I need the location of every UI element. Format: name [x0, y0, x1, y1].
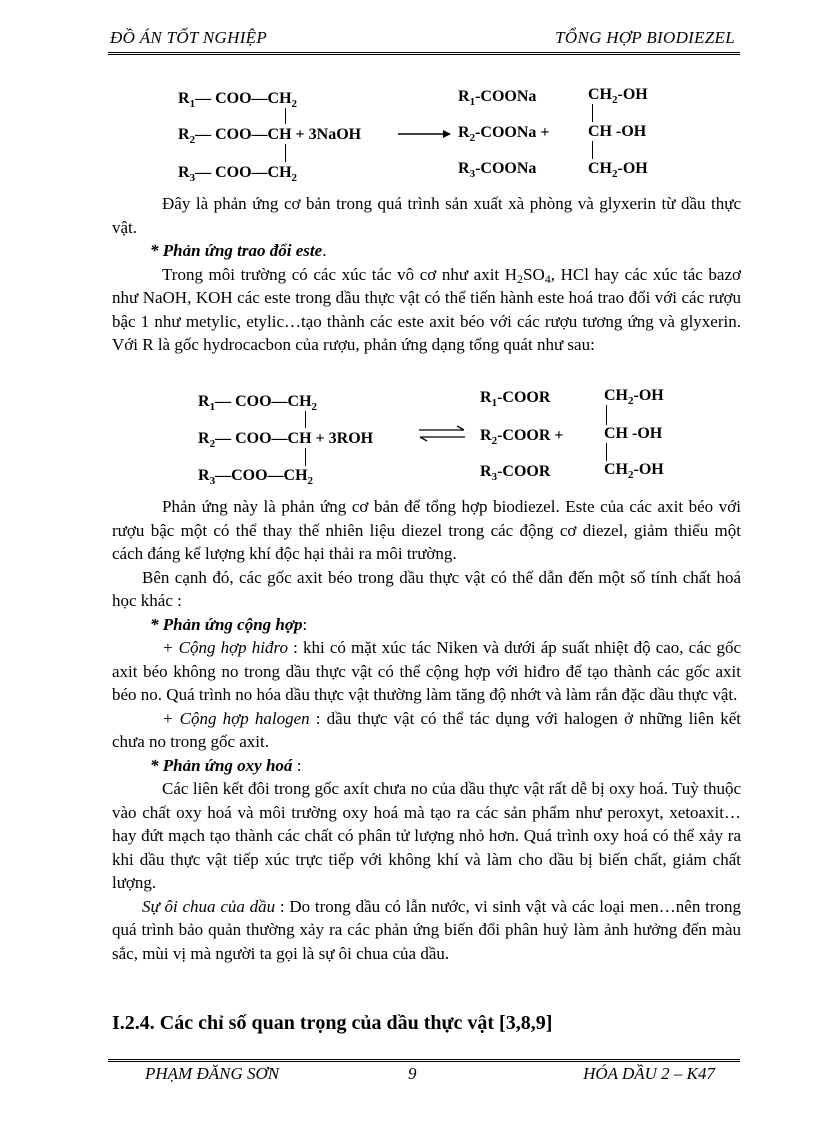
product-row-3: $R_3$-COOR — [480, 463, 551, 483]
paragraph-hydrogenation: + Cộng hợp hiđro : khi có mặt xúc tác Niken và dưới áp suất nhiệt độ cao, các gốc axit béo không no trong dầu thực vật có thể cộng hợp với hiđro để tạo thành các gốc axit béo no. Quá trình no hóa dầu thực vật thường làm tăng độ nhớt và làm rắn đặc dầu thực vật. — [112, 638, 742, 704]
page-footer — [145, 1064, 715, 1088]
section-heading: I.2.4. Các chỉ số quan trọng của dầu thực vật [3,8,9] — [112, 1012, 553, 1034]
subheading-transesterification: * Phản ứng trao đổi este. — [150, 241, 327, 260]
footer-rule — [108, 1059, 740, 1062]
subheading-oxidation: * Phản ứng oxy hoá : — [150, 755, 302, 775]
page-header — [110, 28, 735, 52]
bond-line — [606, 443, 607, 461]
reactant-row-3: $R_3—$ $COO—CH_2$ — [178, 164, 298, 184]
bond-line — [285, 144, 286, 162]
paragraph: Phản ứng này là phản ứng cơ bản để tổng hợp biodiezel. Este của các axit béo với rượu bậc một có thể thay thế nhiên liệu diezel trong các động cơ diezel, giảm thiểu một cách đáng kể lượng khí độc hại thải ra môi trường. — [112, 497, 741, 563]
reactant-row-1: $R_1—$ $COO—CH_2$ — [178, 90, 298, 110]
bond-line — [606, 405, 607, 425]
bond-line — [305, 448, 306, 466]
header-right: TỔNG HỢP BIODIEZEL — [555, 28, 735, 47]
subheading-addition: * Phản ứng cộng hợp: — [150, 614, 308, 634]
product-row-3: $R_3$-COONa — [458, 160, 537, 180]
bond-line — [592, 104, 593, 122]
page-number: 9 — [408, 1064, 417, 1083]
bond-line — [305, 411, 306, 428]
header-left: ĐỒ ÁN TỐT NGHIỆP — [110, 28, 268, 47]
paragraph: Các liên kết đôi trong gốc axít chưa no của dầu thực vật rất dễ bị oxy hoá. Tuỳ thuộc vào chất oxy hoá và môi trường oxy hoá mà tạo ra các sản phẩm như peroxyt, xetoaxit…hay đứt mạch tạo thành các chất có phân tử lượng nhỏ hơn. Quá trình oxy hoá có thể xảy ra khi dầu thực vật tiếp xúc trực tiếp với không khí và làm cho dầu bị biến chất, giảm chất lượng. — [112, 779, 741, 892]
text-block-1 — [112, 192, 741, 357]
glycerol-row-1: $CH_2-OH$ — [604, 387, 664, 407]
bond-line — [592, 141, 593, 159]
glycerol-row-2: CH -OH — [604, 425, 663, 442]
product-row-2: $R_2$-COOR + — [480, 427, 564, 447]
paragraph: Đây là phản ứng cơ bản trong quá trình sản xuất xà phòng và glyxerin từ dầu thực vật. — [112, 194, 741, 237]
reactant-row-3: $R_3—COO—CH_2$ — [198, 467, 314, 487]
reactant-row-2: $R_2—$ COO—CH + 3NaOH — [178, 126, 362, 146]
paragraph: Trong môi trường có các xúc tác vô cơ như axit $H_2SO_4$, HCl hay các xúc tác bazơ như NaOH, KOH các este trong dầu thực vật có thể tiến hành este hoá trao đổi với các rượu bậc 1 như metylic, etylic…tạo thành các este axit béo với các rượu tương ứng và glyxerin. Với R là gốc hydrocacbon của rượu, phản ứng dạng tổng quát như sau: — [112, 264, 741, 354]
header-rule — [108, 52, 740, 55]
glycerol-row-3: $CH_2-OH$ — [604, 461, 664, 481]
bond-line — [285, 108, 286, 124]
text-block-2 — [112, 495, 741, 965]
reaction-arrow — [396, 127, 454, 141]
product-row-1: $R_1$-COOR — [480, 389, 551, 409]
product-row-2: $R_2$-COONa + — [458, 124, 550, 144]
reactant-row-1: $R_1—$ $COO—CH_2$ — [198, 393, 318, 413]
footer-author: PHẠM ĐĂNG SƠN — [145, 1064, 280, 1083]
reactant-row-2: $R_2—$ COO—CH + 3ROH — [198, 430, 374, 450]
glycerol-row-3: $CH_2-OH$ — [588, 160, 648, 180]
paragraph-rancidity: Sự ôi chua của dầu : Do trong dầu có lẫn nước, vi sinh vật và các loại men…nên trong quá trình bảo quản thường xảy ra các phản ứng biến đổi phân huỷ làm ảnh hưởng đến màu sắc, mùi vị mà người ta gọi là sự ôi chua của dầu. — [112, 896, 741, 963]
glycerol-row-2: CH -OH — [588, 123, 647, 140]
footer-class: HÓA DẦU 2 – K47 — [583, 1064, 715, 1083]
equilibrium-arrow — [417, 425, 467, 443]
paragraph: Bên cạnh đó, các gốc axit béo trong dầu thực vật có thể dẫn đến một số tính chất hoá học khác : — [112, 567, 741, 610]
glycerol-row-1: $CH_2-OH$ — [588, 86, 648, 106]
paragraph-halogenation: + Cộng hợp halogen : dầu thực vật có thể tác dụng với halogen ở những liên kết chưa no trong gốc axit. — [112, 708, 742, 751]
product-row-1: $R_1$-COONa — [458, 88, 537, 108]
